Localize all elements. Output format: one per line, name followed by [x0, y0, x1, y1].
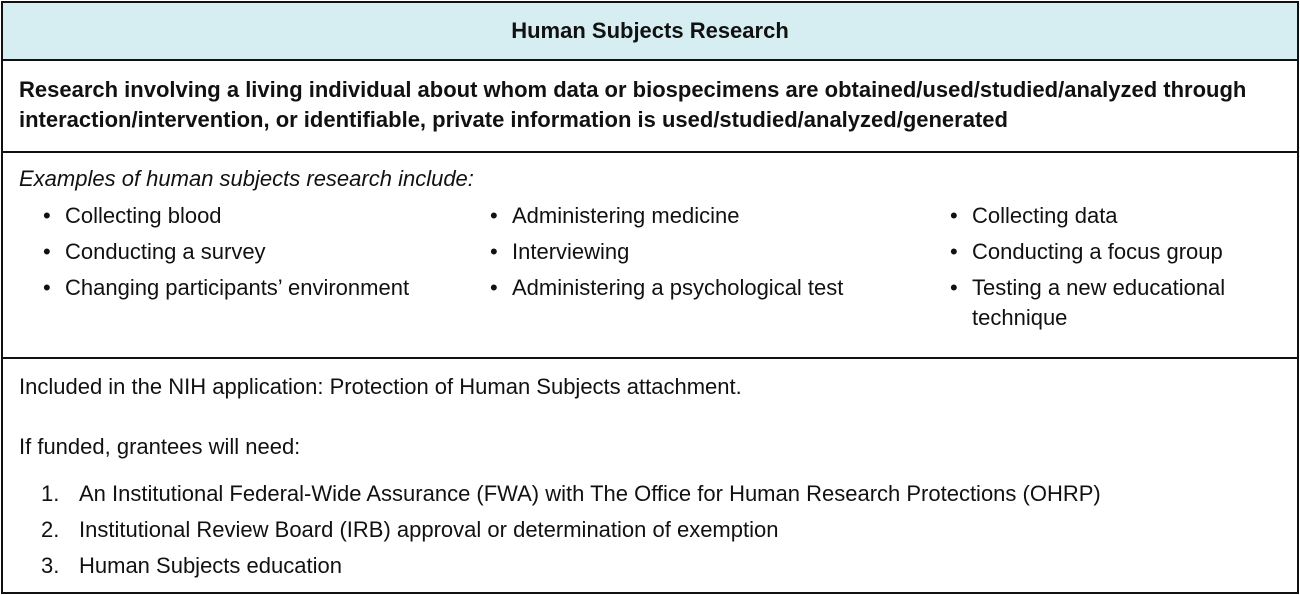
requirement-text: An Institutional Federal-Wide Assurance (FWA) with The Office for Human Research Protections (OHRP)	[79, 481, 1101, 506]
requirement-text: Human Subjects education	[79, 553, 342, 578]
example-item: • Changing participants’ environment	[19, 273, 466, 303]
example-item: • Conducting a focus group	[926, 237, 1266, 267]
box-title: Human Subjects Research	[511, 18, 789, 43]
example-item: • Testing a new educational technique	[926, 273, 1266, 333]
example-item: • Interviewing	[466, 237, 926, 267]
requirement-item	[19, 479, 1281, 509]
human-subjects-research-box	[1, 1, 1299, 594]
requirement-item	[19, 515, 1281, 545]
example-item: • Administering medicine	[466, 201, 926, 231]
requirement-text: Institutional Review Board (IRB) approval or determination of exemption	[79, 517, 779, 542]
examples-column-3	[926, 201, 1266, 339]
example-item: • Administering a psychological test	[466, 273, 926, 303]
examples-columns	[19, 201, 1281, 339]
example-item: • Conducting a survey	[19, 237, 466, 267]
requirements-list	[19, 479, 1281, 581]
box-header	[3, 3, 1297, 61]
examples-section	[3, 153, 1297, 359]
requirement-number: 3.	[41, 553, 60, 578]
definition-text: Research involving a living individual about whom data or biospecimens are obtained/used/studied/analyzed through interaction/intervention, or identifiable, private information is used/studied/analyzed/generated	[19, 77, 1247, 132]
requirement-number: 1.	[41, 481, 60, 506]
example-item: • Collecting blood	[19, 201, 466, 231]
examples-column-2	[466, 201, 926, 339]
requirement-number: 2.	[41, 517, 60, 542]
funded-intro: If funded, grantees will need:	[19, 434, 301, 459]
application-note: Included in the NIH application: Protection of Human Subjects attachment.	[19, 374, 742, 399]
definition-section	[3, 61, 1297, 153]
requirements-section	[3, 359, 1297, 581]
examples-intro: Examples of human subjects research include:	[19, 166, 474, 191]
example-item: • Collecting data	[926, 201, 1266, 231]
requirement-item	[19, 551, 1281, 581]
examples-column-1	[19, 201, 466, 339]
